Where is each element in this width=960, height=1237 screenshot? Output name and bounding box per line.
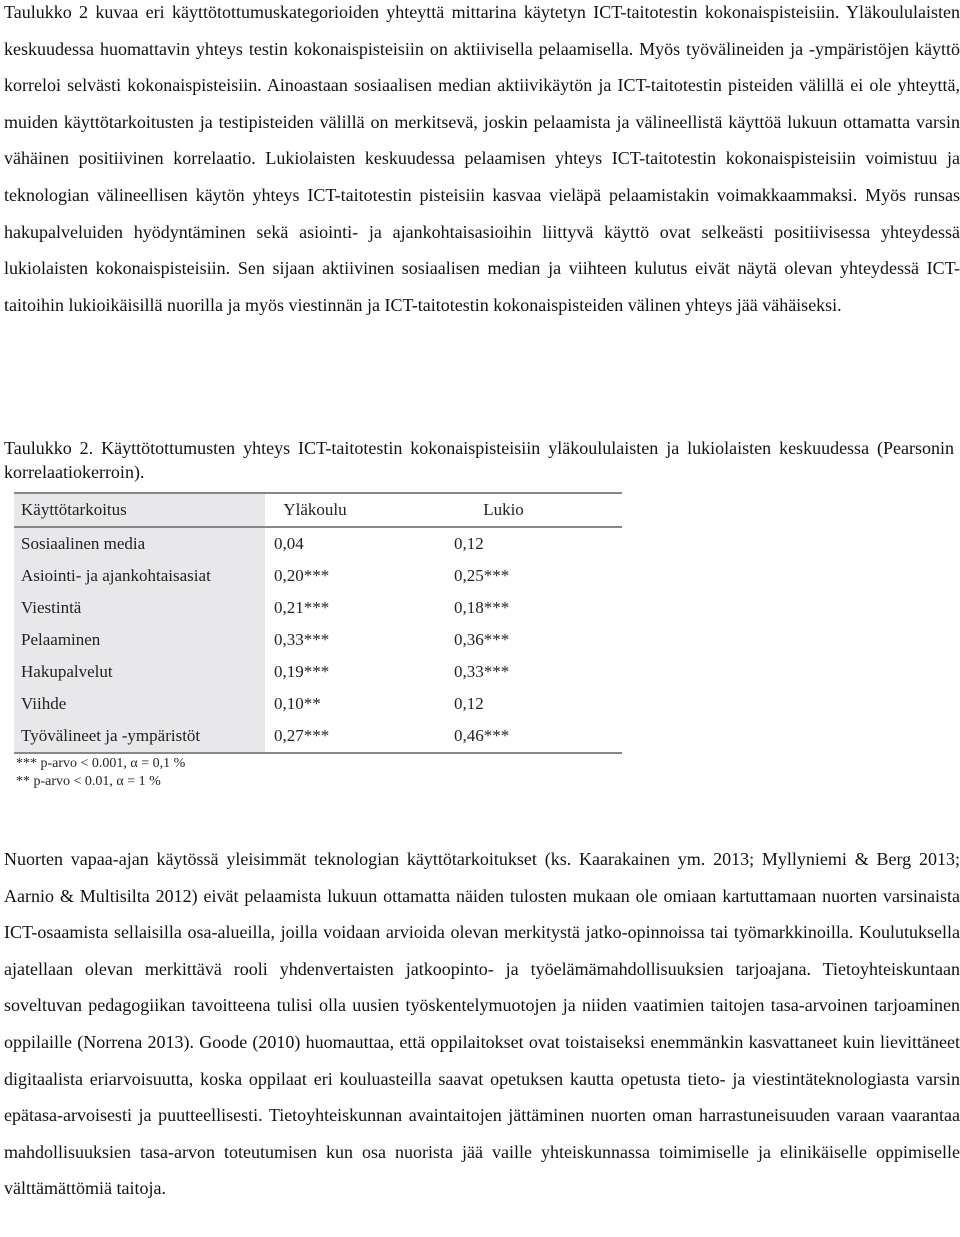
row-ylakoulu-value: 0,21*** [274, 598, 330, 617]
row-ylakoulu-value: 0,19*** [274, 662, 330, 681]
table-row [14, 592, 622, 624]
row-ylakoulu-value: 0,04 [274, 534, 304, 553]
row-purpose: Hakupalvelut [14, 656, 265, 688]
table-row [14, 560, 622, 592]
header-ylakoulu: Yläkoulu [265, 493, 445, 527]
row-lukio-value: 0,36*** [454, 630, 510, 649]
table-row [14, 720, 622, 753]
row-lukio-value: 0,12 [454, 694, 484, 713]
row-lukio-value: 0,12 [454, 534, 484, 553]
row-purpose: Viihde [14, 688, 265, 720]
row-ylakoulu-value: 0,27*** [265, 720, 445, 753]
header-purpose: Käyttötarkoitus [14, 493, 265, 527]
row-lukio-value: 0,18*** [454, 598, 510, 617]
table-row [14, 624, 622, 656]
body-paragraph-discussion: Nuorten vapaa-ajan käytössä yleisimmät teknologian käyttötarkoitukset (ks. Kaarakainen ym. 2013; Myllyniemi & Berg 2013; Aarnio & Multisilta 2012) eivät pelaamista lukuun ottamatta näiden tulosten mukaan ole omiaan kartuttamaan nuorten varsinaista ICT-osaamista sellaisilla osa-alueilla, joilla voidaan arvioida olevan merkitystä jatko-opinnoissa tai työmarkkinoilla. Koulutuksella ajatellaan olevan merkittävä rooli yhdenvertaisten jatkoopinto- ja työelämämahdollisuuksien tarjoajana. Tietoyhteiskuntaan soveltuvan pedagogiikan tavoitteena tulisi olla uusien työskentelymuotojen ja niiden vaatimien taitojen tasa-arvoinen tarjoaminen oppilaille (Norrena 2013). Goode (2010) huomauttaa, että oppilaitokset ovat toistaiseksi enemmänkin kasvattaneet kuin lievittäneet digitaalista eriarvoisuutta, koska oppilaat eri kouluasteilla saavat opetuksen kautta opetusta tieto- ja viestintäteknologiasta varsin epätasa-arvoisesti ja puutteellisesti. Tietoyhteiskunnan avaintaitojen jättäminen nuorten oman harrastuneisuuden varaan vaarantaa mahdollisuuksien tasa-arvon toteutumisen kun osa nuorista jää vaille yhteiskunnassa toimimiselle ja elinikäiselle oppimiselle välttämättömiä taitoja. [4, 849, 960, 1199]
row-lukio-value: 0,33*** [454, 662, 510, 681]
correlation-table [14, 492, 622, 754]
row-lukio-value: 0,25*** [454, 566, 510, 585]
row-ylakoulu-value: 0,33*** [274, 630, 330, 649]
row-purpose: Työvälineet ja -ympäristöt [14, 720, 265, 753]
footnote-significance-001: *** p-arvo < 0.001, α = 0,1 % [16, 756, 186, 771]
row-purpose: Pelaaminen [14, 624, 265, 656]
table-row [14, 527, 622, 560]
correlation-table-block [14, 492, 622, 791]
row-purpose: Viestintä [14, 592, 265, 624]
table-row [14, 688, 622, 720]
row-purpose: Sosiaalinen media [14, 527, 265, 560]
row-lukio-value: 0,46*** [445, 720, 622, 753]
table-footnotes [14, 755, 622, 791]
table-caption: Taulukko 2. Käyttötottumusten yhteys ICT-taitotestin kokonaispisteisiin yläkoululaisten ja lukiolaisten keskuudessa (Pearsonin korrelaatiokerroin). [4, 438, 954, 482]
row-ylakoulu-value: 0,10** [274, 694, 321, 713]
footnote-significance-01: ** p-arvo < 0.01, α = 1 % [16, 774, 161, 789]
row-ylakoulu-value: 0,20*** [274, 566, 330, 585]
table-row [14, 656, 622, 688]
table-header-row [14, 493, 622, 527]
row-purpose: Asiointi- ja ajankohtaisasiat [14, 560, 265, 592]
body-paragraph-intro: Taulukko 2 kuvaa eri käyttötottumuskategorioiden yhteyttä mittarina käytetyn ICT-taitotestin kokonaispisteisiin. Yläkoululaisten keskuudessa huomattavin yhteys testin kokonaispisteisiin on aktiivisella pelaamisella. Myös työvälineiden ja -ympäristöjen käyttö korreloi selvästi kokonaispisteisiin. Ainoastaan sosiaalisen median aktiivikäytön ja ICT-taitotestin pisteiden välillä ei ole yhteyttä, muiden käyttötarkoitusten ja testipisteiden välillä on merkitsevä, joskin pelaamista ja välineellistä käyttöä lukuun ottamatta varsin vähäinen positiivinen korrelaatio. Lukiolaisten keskuudessa pelaamisen yhteys ICT-taitotestin kokonaispisteisiin voimistuu ja teknologian välineellisen käytön yhteys ICT-taitotestin pisteisiin kasvaa vieläpä pelaamistakin voimakkaammaksi. Myös runsas hakupalveluiden hyödyntäminen sekä asiointi- ja ajankohtaisasioihin liittyvä käyttö ovat selkeästi positiivisessa yhteydessä lukiolaisten kokonaispisteisiin. Sen sijaan aktiivinen sosiaalisen median ja viihteen kulutus eivät näytä olevan yhteydessä ICT-taitoihin lukioikäisillä nuorilla ja myös viestinnän ja ICT-taitotestin kokonaispisteiden välinen yhteys jää vähäiseksi. [4, 2, 960, 315]
header-lukio: Lukio [445, 493, 622, 527]
